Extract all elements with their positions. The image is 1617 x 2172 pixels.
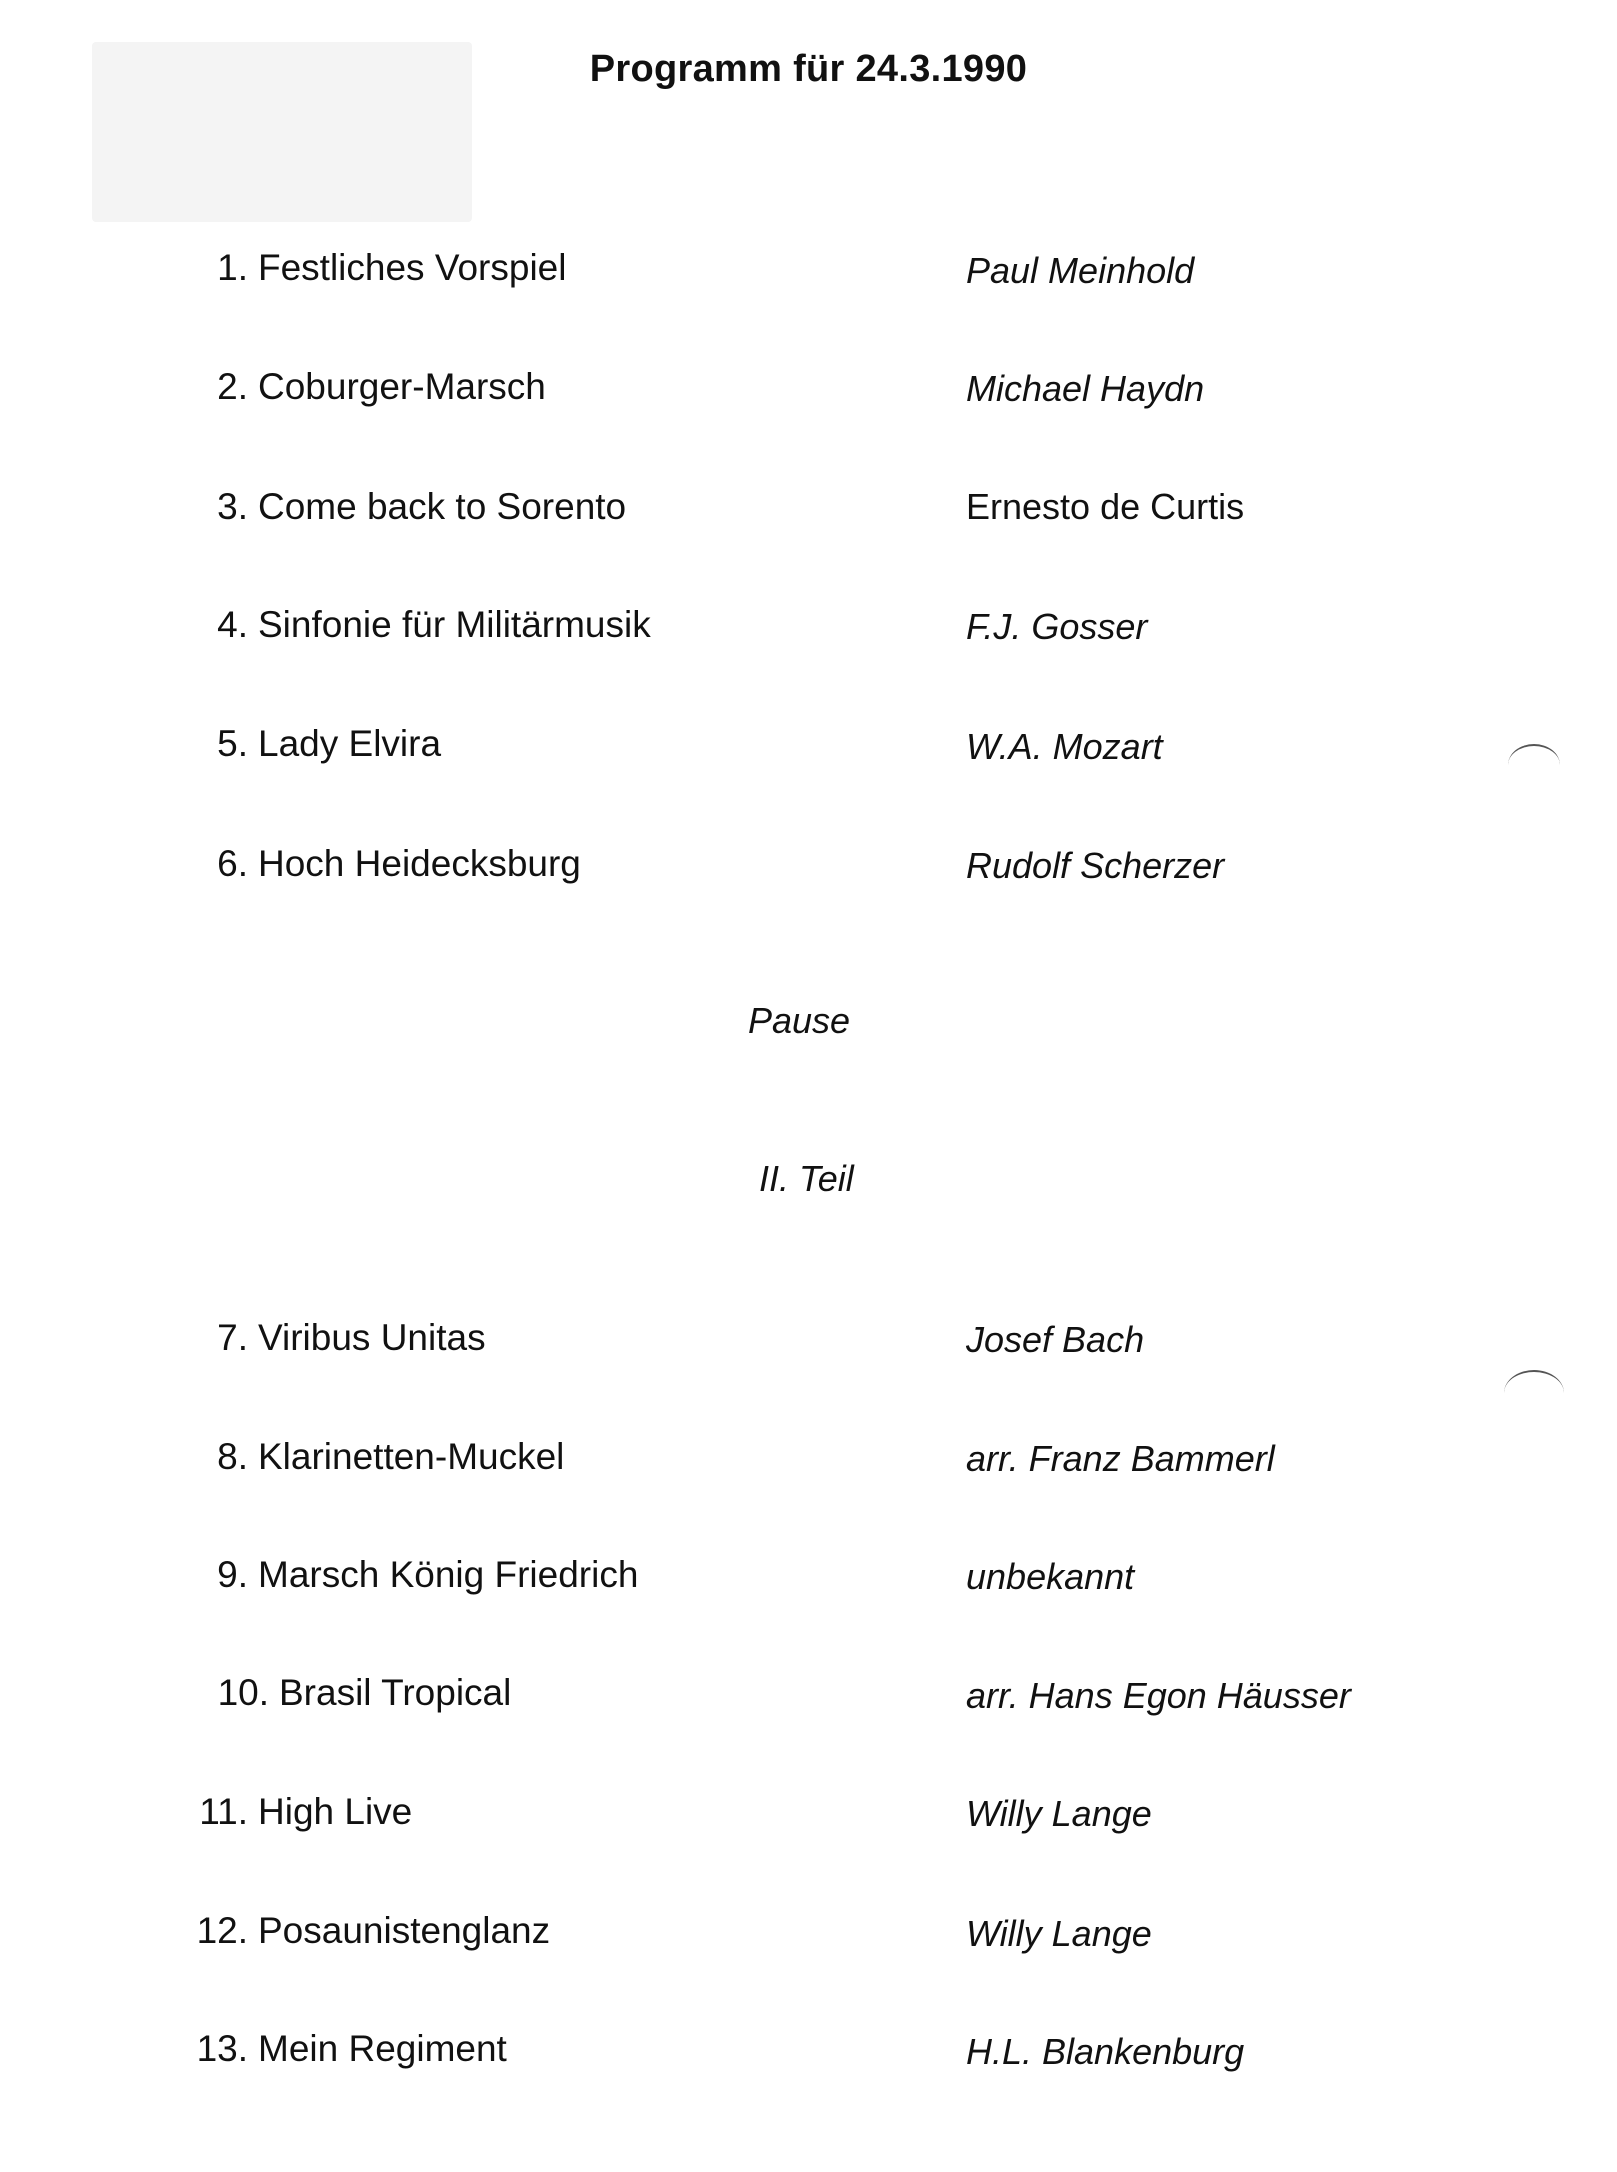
composer-9: unbekannt <box>966 1556 1135 1597</box>
program-title: Programm für 24.3.1990 <box>589 48 1028 90</box>
program-item-9 <box>202 1554 638 1596</box>
item-title: Klarinetten-Muckel <box>258 1436 565 1477</box>
item-number: 6. <box>217 843 248 884</box>
item-title: Viribus Unitas <box>258 1317 486 1358</box>
item-number: 1. <box>217 247 248 288</box>
item-number: 10. <box>217 1672 269 1713</box>
item-title: Mein Regiment <box>258 2028 507 2069</box>
composer-8: arr. Franz Bammerl <box>966 1438 1275 1479</box>
composer-4: F.J. Gosser <box>966 606 1148 647</box>
composer-1: Paul Meinhold <box>966 250 1195 291</box>
item-title: Festliches Vorspiel <box>258 247 567 288</box>
part2-heading: II. Teil <box>759 1158 854 1199</box>
program-item-12 <box>181 1910 550 1952</box>
composer-7: Josef Bach <box>966 1319 1145 1360</box>
composer-5: W.A. Mozart <box>966 726 1163 767</box>
item-number: 3. <box>217 486 248 527</box>
composer-13: H.L. Blankenburg <box>966 2031 1245 2072</box>
program-item-5 <box>202 723 441 765</box>
program-item-4 <box>202 604 651 646</box>
item-number: 9. <box>217 1554 248 1595</box>
program-item-8 <box>202 1436 564 1478</box>
program-item-1 <box>202 247 566 289</box>
item-number: 4. <box>217 604 248 645</box>
item-title: Posaunistenglanz <box>258 1910 551 1951</box>
item-title: Brasil Tropical <box>279 1672 512 1713</box>
composer-11: Willy Lange <box>966 1793 1152 1834</box>
item-number: 13. <box>196 2028 248 2069</box>
item-number: 7. <box>217 1317 248 1358</box>
composer-6: Rudolf Scherzer <box>966 845 1225 886</box>
pause-label: Pause <box>748 1000 851 1041</box>
item-number: 8. <box>217 1436 248 1477</box>
scan-mark <box>1504 1370 1564 1416</box>
composer-10: arr. Hans Egon Häusser <box>966 1675 1351 1716</box>
item-title: Come back to Sorento <box>258 486 627 527</box>
composer-2: Michael Haydn <box>966 368 1205 409</box>
program-item-6 <box>202 843 581 885</box>
item-title: Sinfonie für Militärmusik <box>258 604 651 645</box>
program-item-2 <box>202 366 546 408</box>
program-item-13 <box>181 2028 507 2070</box>
item-number: 5. <box>217 723 248 764</box>
composer-3: Ernesto de Curtis <box>966 486 1245 527</box>
scan-mark <box>1508 744 1560 786</box>
program-item-7 <box>202 1317 486 1359</box>
item-number: 12. <box>196 1910 248 1951</box>
bleed-through-text <box>560 82 584 184</box>
program-item-11 <box>181 1791 412 1833</box>
program-item-3 <box>202 486 626 528</box>
composer-12: Willy Lange <box>966 1913 1152 1954</box>
item-title: Coburger-Marsch <box>258 366 546 407</box>
item-title: Hoch Heidecksburg <box>258 843 581 884</box>
item-title: High Live <box>258 1791 413 1832</box>
item-title: Lady Elvira <box>258 723 442 764</box>
item-title: Marsch König Friedrich <box>258 1554 639 1595</box>
item-number: 11. <box>199 1791 248 1832</box>
item-number: 2. <box>217 366 248 407</box>
program-item-10 <box>202 1672 511 1714</box>
